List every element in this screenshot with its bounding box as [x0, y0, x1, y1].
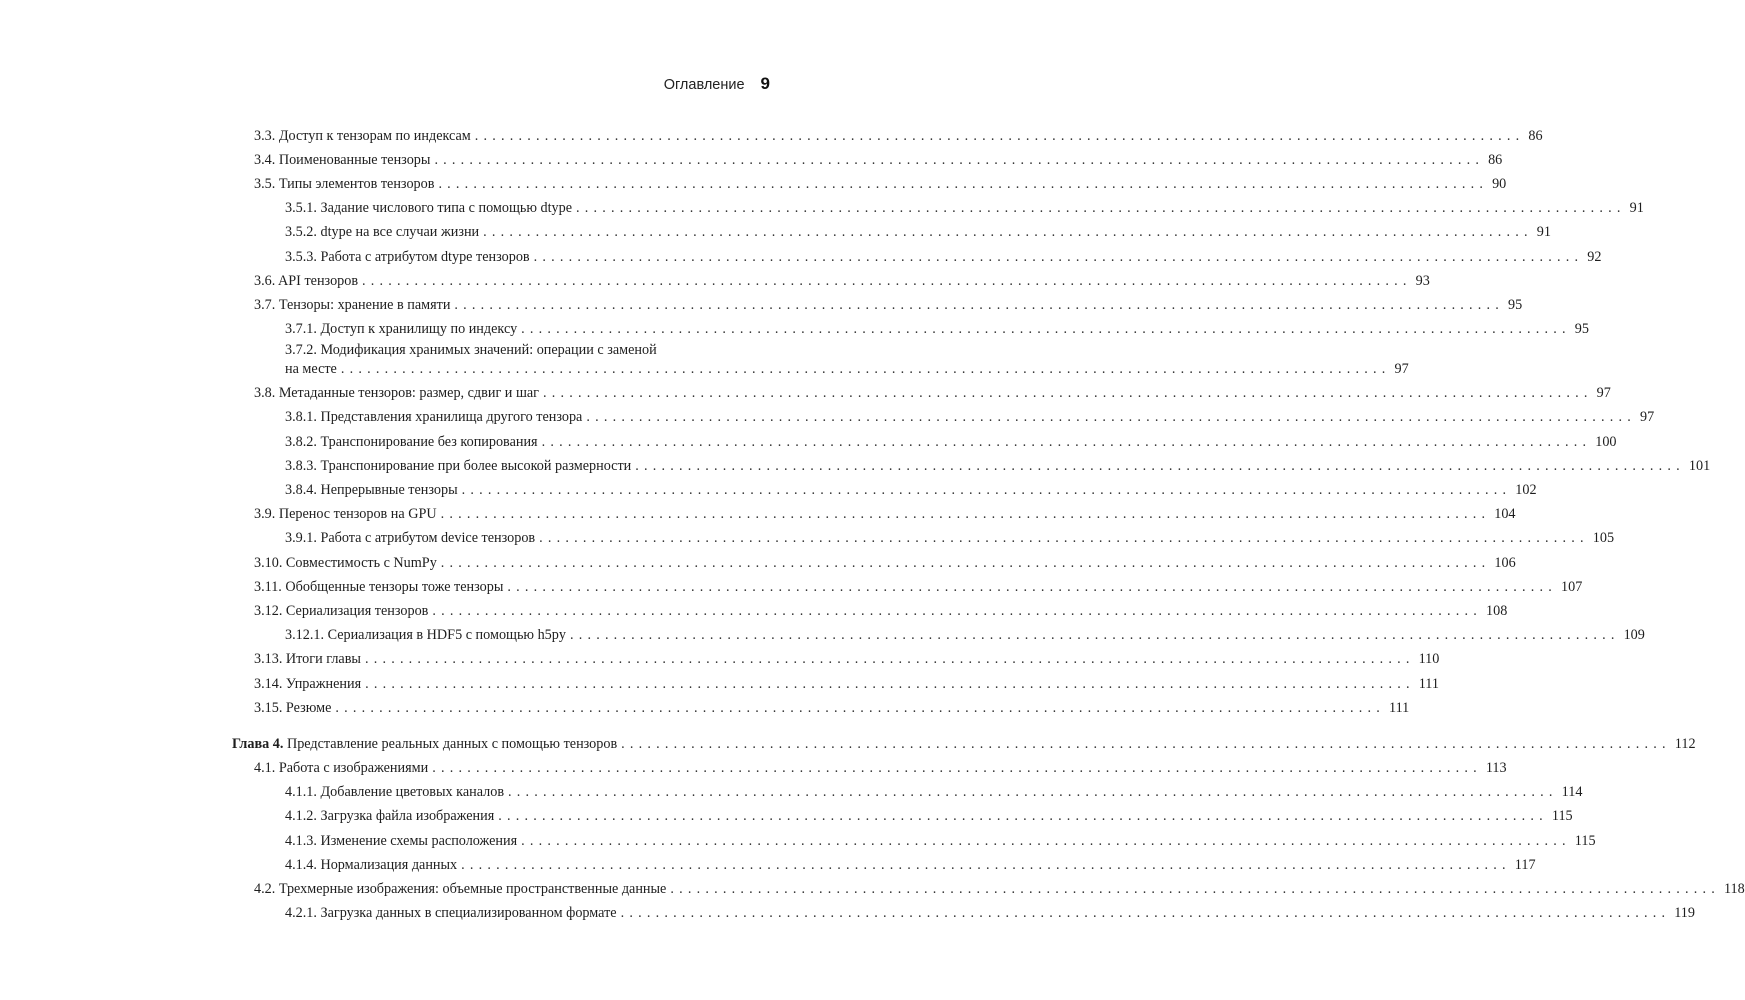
toc-chapter-4 — [232, 728, 1696, 752]
toc-entry-label: 4.1.4. Нормализация данных — [285, 856, 458, 873]
toc-entry-3-7-2 — [232, 338, 1409, 378]
toc-entry — [232, 644, 1440, 668]
toc-group-section-3b — [232, 378, 1711, 717]
dot-leader: ........................................................................................................................ — [440, 506, 1491, 523]
dot-leader: ........................................................................................................................ — [521, 321, 1571, 338]
toc-entry — [232, 217, 1551, 241]
dot-leader: ........................................................................................................................ — [362, 272, 1412, 289]
toc-entry-label: 4.1.3. Изменение схемы расположения — [285, 832, 518, 849]
toc-entry-label: 3.8.1. Представления хранилища другого тензора — [285, 409, 583, 426]
toc-entry — [232, 825, 1596, 849]
toc-entry-label: 3.6. API тензоров — [254, 272, 359, 289]
toc-entry-page: 86 — [1528, 127, 1543, 144]
page-number: 9 — [760, 74, 770, 93]
toc-entry-page: 93 — [1415, 272, 1430, 289]
toc-entry-page: 86 — [1488, 151, 1503, 168]
toc-entry-label: 3.7. Тензоры: хранение в памяти — [254, 296, 451, 313]
toc-entry-page: 108 — [1486, 602, 1508, 619]
toc-entry-label: 3.15. Резюме — [254, 699, 332, 716]
toc-entry-label: 4.2. Трехмерные изображения: объемные пространственные данные — [254, 881, 667, 898]
toc-entry-label: 3.3. Доступ к тензорам по индексам — [254, 127, 471, 144]
toc-entry-page: 113 — [1485, 760, 1507, 777]
dot-leader: ........................................................................................................................ — [533, 248, 1584, 265]
toc-entry — [232, 426, 1617, 450]
toc-entry — [232, 241, 1602, 265]
toc-entry-page: 100 — [1595, 433, 1617, 450]
toc-entry-label: 3.11. Обобщенные тензоры тоже тензоры — [254, 578, 504, 595]
dot-leader: ........................................................................................................................ — [474, 127, 1525, 144]
toc-entry-page: 111 — [1418, 675, 1439, 692]
toc-entry-page: 115 — [1551, 808, 1573, 825]
toc-entry-label: 3.8.4. Непрерывные тензоры — [285, 482, 458, 499]
toc-entry-label: 3.5.1. Задание числового типа с помощью dtype — [285, 200, 573, 217]
dot-leader: ........................................................................................................................ — [461, 856, 1511, 873]
toc-entry — [232, 168, 1507, 192]
chapter-page: 112 — [1674, 735, 1696, 752]
toc-group-section-3a — [232, 120, 1644, 338]
toc-entry-page: 114 — [1561, 784, 1583, 801]
toc-entry-label: 4.2.1. Загрузка данных в специализированном формате — [285, 905, 617, 922]
toc-entry — [232, 450, 1711, 474]
toc-group-section-4 — [232, 753, 1745, 922]
dot-leader: ........................................................................................................................ — [364, 651, 1415, 668]
toc-entry-page: 102 — [1515, 482, 1537, 499]
toc-entry-page: 107 — [1561, 578, 1583, 595]
toc-entry-label: 3.12. Сериализация тензоров — [254, 602, 429, 619]
toc-entry — [232, 801, 1573, 825]
dot-leader: ........................................................................................................................ — [539, 530, 1589, 547]
toc-entry-page: 106 — [1494, 554, 1516, 571]
toc-entry — [232, 547, 1516, 571]
toc-entry-page: 91 — [1629, 200, 1644, 217]
toc-entry-page: 105 — [1592, 530, 1615, 547]
dot-leader: ........................................................................................................................ — [507, 578, 1557, 595]
toc-entry-label: 3.4. Поименованные тензоры — [254, 151, 431, 168]
toc-entry-page: 97 — [1596, 385, 1611, 402]
dot-leader: ........................................................................................................................ — [543, 385, 1593, 402]
toc-entry-label: 4.1.1. Добавление цветовых каналов — [285, 784, 505, 801]
toc-entry — [232, 289, 1523, 313]
toc-entry-label-line1: 3.7.2. Модификация хранимых значений: операции с заменой — [285, 341, 657, 358]
toc-entry-label-line2: на месте — [285, 361, 337, 378]
toc-entry-page: 90 — [1492, 175, 1507, 192]
dot-leader: ........................................................................................................................ — [635, 457, 1685, 474]
dot-leader: ........................................................................................................................ — [621, 735, 1671, 752]
dot-leader: ........................................................................................................................ — [335, 699, 1386, 716]
toc-entry — [232, 753, 1507, 777]
toc-entry — [232, 402, 1655, 426]
dot-leader: ........................................................................................................................ — [461, 482, 1512, 499]
chapter-prefix: Глава 4. — [232, 735, 284, 752]
toc-entry — [232, 144, 1503, 168]
toc-entry-label: 4.1. Работа с изображениями — [254, 760, 429, 777]
dot-leader: ........................................................................................................................ — [365, 675, 1415, 692]
dot-leader: ........................................................................................................................ — [521, 832, 1571, 849]
chapter-title: Представление реальных данных с помощью тензоров — [286, 735, 618, 752]
toc-entry — [232, 668, 1439, 692]
toc-entry-label: 3.8. Метаданные тензоров: размер, сдвиг и шаг — [254, 385, 539, 402]
toc-entry — [232, 193, 1644, 217]
toc-entry-page: 111 — [1389, 699, 1410, 716]
toc-entry-label: 3.9.1. Работа с атрибутом device тензоров — [285, 530, 536, 547]
toc-entry-page: 117 — [1514, 856, 1536, 873]
toc-entry-page: 95 — [1508, 296, 1523, 313]
toc-entry — [232, 898, 1695, 922]
toc-entry — [232, 692, 1410, 716]
toc-entry-label: 3.13. Итоги главы — [254, 651, 361, 668]
toc-entry-label: 4.1.2. Загрузка файла изображения — [285, 808, 495, 825]
toc-entry-page: 110 — [1418, 651, 1440, 668]
toc-entry — [232, 378, 1611, 402]
toc-entry-label: 3.5.2. dtype на все случаи жизни — [285, 224, 480, 241]
toc-entry-page: 95 — [1574, 321, 1589, 338]
toc-entry — [232, 120, 1543, 144]
toc-entry-label: 3.5. Типы элементов тензоров — [254, 175, 435, 192]
dot-leader: ........................................................................................................................ — [340, 361, 1391, 378]
dot-leader: ........................................................................................................................ — [498, 808, 1548, 825]
toc-entry-page: 115 — [1574, 832, 1596, 849]
toc-entry — [232, 595, 1508, 619]
toc-entry-label: 3.9. Перенос тензоров на GPU — [254, 506, 437, 523]
toc-entry-page: 109 — [1623, 627, 1645, 644]
toc-entry — [232, 523, 1615, 547]
toc-entry-label: 3.10. Совместимость с NumPy — [254, 554, 437, 571]
toc-entry-page: 91 — [1536, 224, 1551, 241]
dot-leader: ........................................................................................................................ — [440, 554, 1491, 571]
toc-entry-label: 3.7.1. Доступ к хранилищу по индексу — [285, 321, 518, 338]
toc-entry-page: 97 — [1639, 409, 1655, 426]
dot-leader: ........................................................................................................................ — [576, 200, 1626, 217]
toc-entry-page: 101 — [1688, 457, 1711, 474]
toc-entry-page: 119 — [1674, 905, 1695, 922]
dot-leader: ........................................................................................................................ — [586, 409, 1636, 426]
toc-entry — [232, 777, 1583, 801]
toc-entry — [232, 873, 1745, 898]
table-of-contents — [232, 120, 1745, 922]
dot-leader: ........................................................................................................................ — [483, 224, 1533, 241]
toc-entry — [232, 265, 1430, 289]
toc-entry-label: 3.8.2. Транспонирование без копирования — [285, 433, 538, 450]
toc-entry-label: 3.8.3. Транспонирование при более высокой размерности — [285, 457, 632, 474]
toc-entry — [232, 474, 1537, 499]
dot-leader: ........................................................................................................................ — [432, 760, 1482, 777]
toc-entry — [232, 499, 1516, 523]
toc-entry — [232, 314, 1589, 338]
running-head — [560, 74, 770, 98]
toc-entry — [232, 620, 1645, 644]
dot-leader: ........................................................................................................................ — [454, 296, 1505, 313]
dot-leader: ........................................................................................................................ — [508, 784, 1558, 801]
dot-leader: ........................................................................................................................ — [541, 433, 1592, 450]
dot-leader: ........................................................................................................................ — [438, 175, 1489, 192]
dot-leader: ........................................................................................................................ — [434, 151, 1485, 168]
toc-entry-label: 3.12.1. Сериализация в HDF5 с помощью h5py — [285, 627, 566, 644]
toc-entry-page: 97 — [1394, 361, 1409, 378]
running-head-title: Оглавление — [663, 77, 745, 93]
toc-entry-page: 92 — [1587, 248, 1602, 265]
dot-leader: ........................................................................................................................ — [670, 881, 1720, 898]
dot-leader: ........................................................................................................................ — [432, 602, 1483, 619]
toc-entry-page: 118 — [1723, 881, 1745, 898]
toc-entry-label: 3.14. Упражнения — [254, 675, 362, 692]
dot-leader: ........................................................................................................................ — [620, 905, 1671, 922]
dot-leader: ........................................................................................................................ — [569, 627, 1620, 644]
toc-entry — [232, 571, 1583, 595]
toc-entry — [232, 849, 1536, 873]
toc-entry-label: 3.5.3. Работа с атрибутом dtype тензоров — [285, 248, 530, 265]
toc-entry-page: 104 — [1494, 506, 1516, 523]
